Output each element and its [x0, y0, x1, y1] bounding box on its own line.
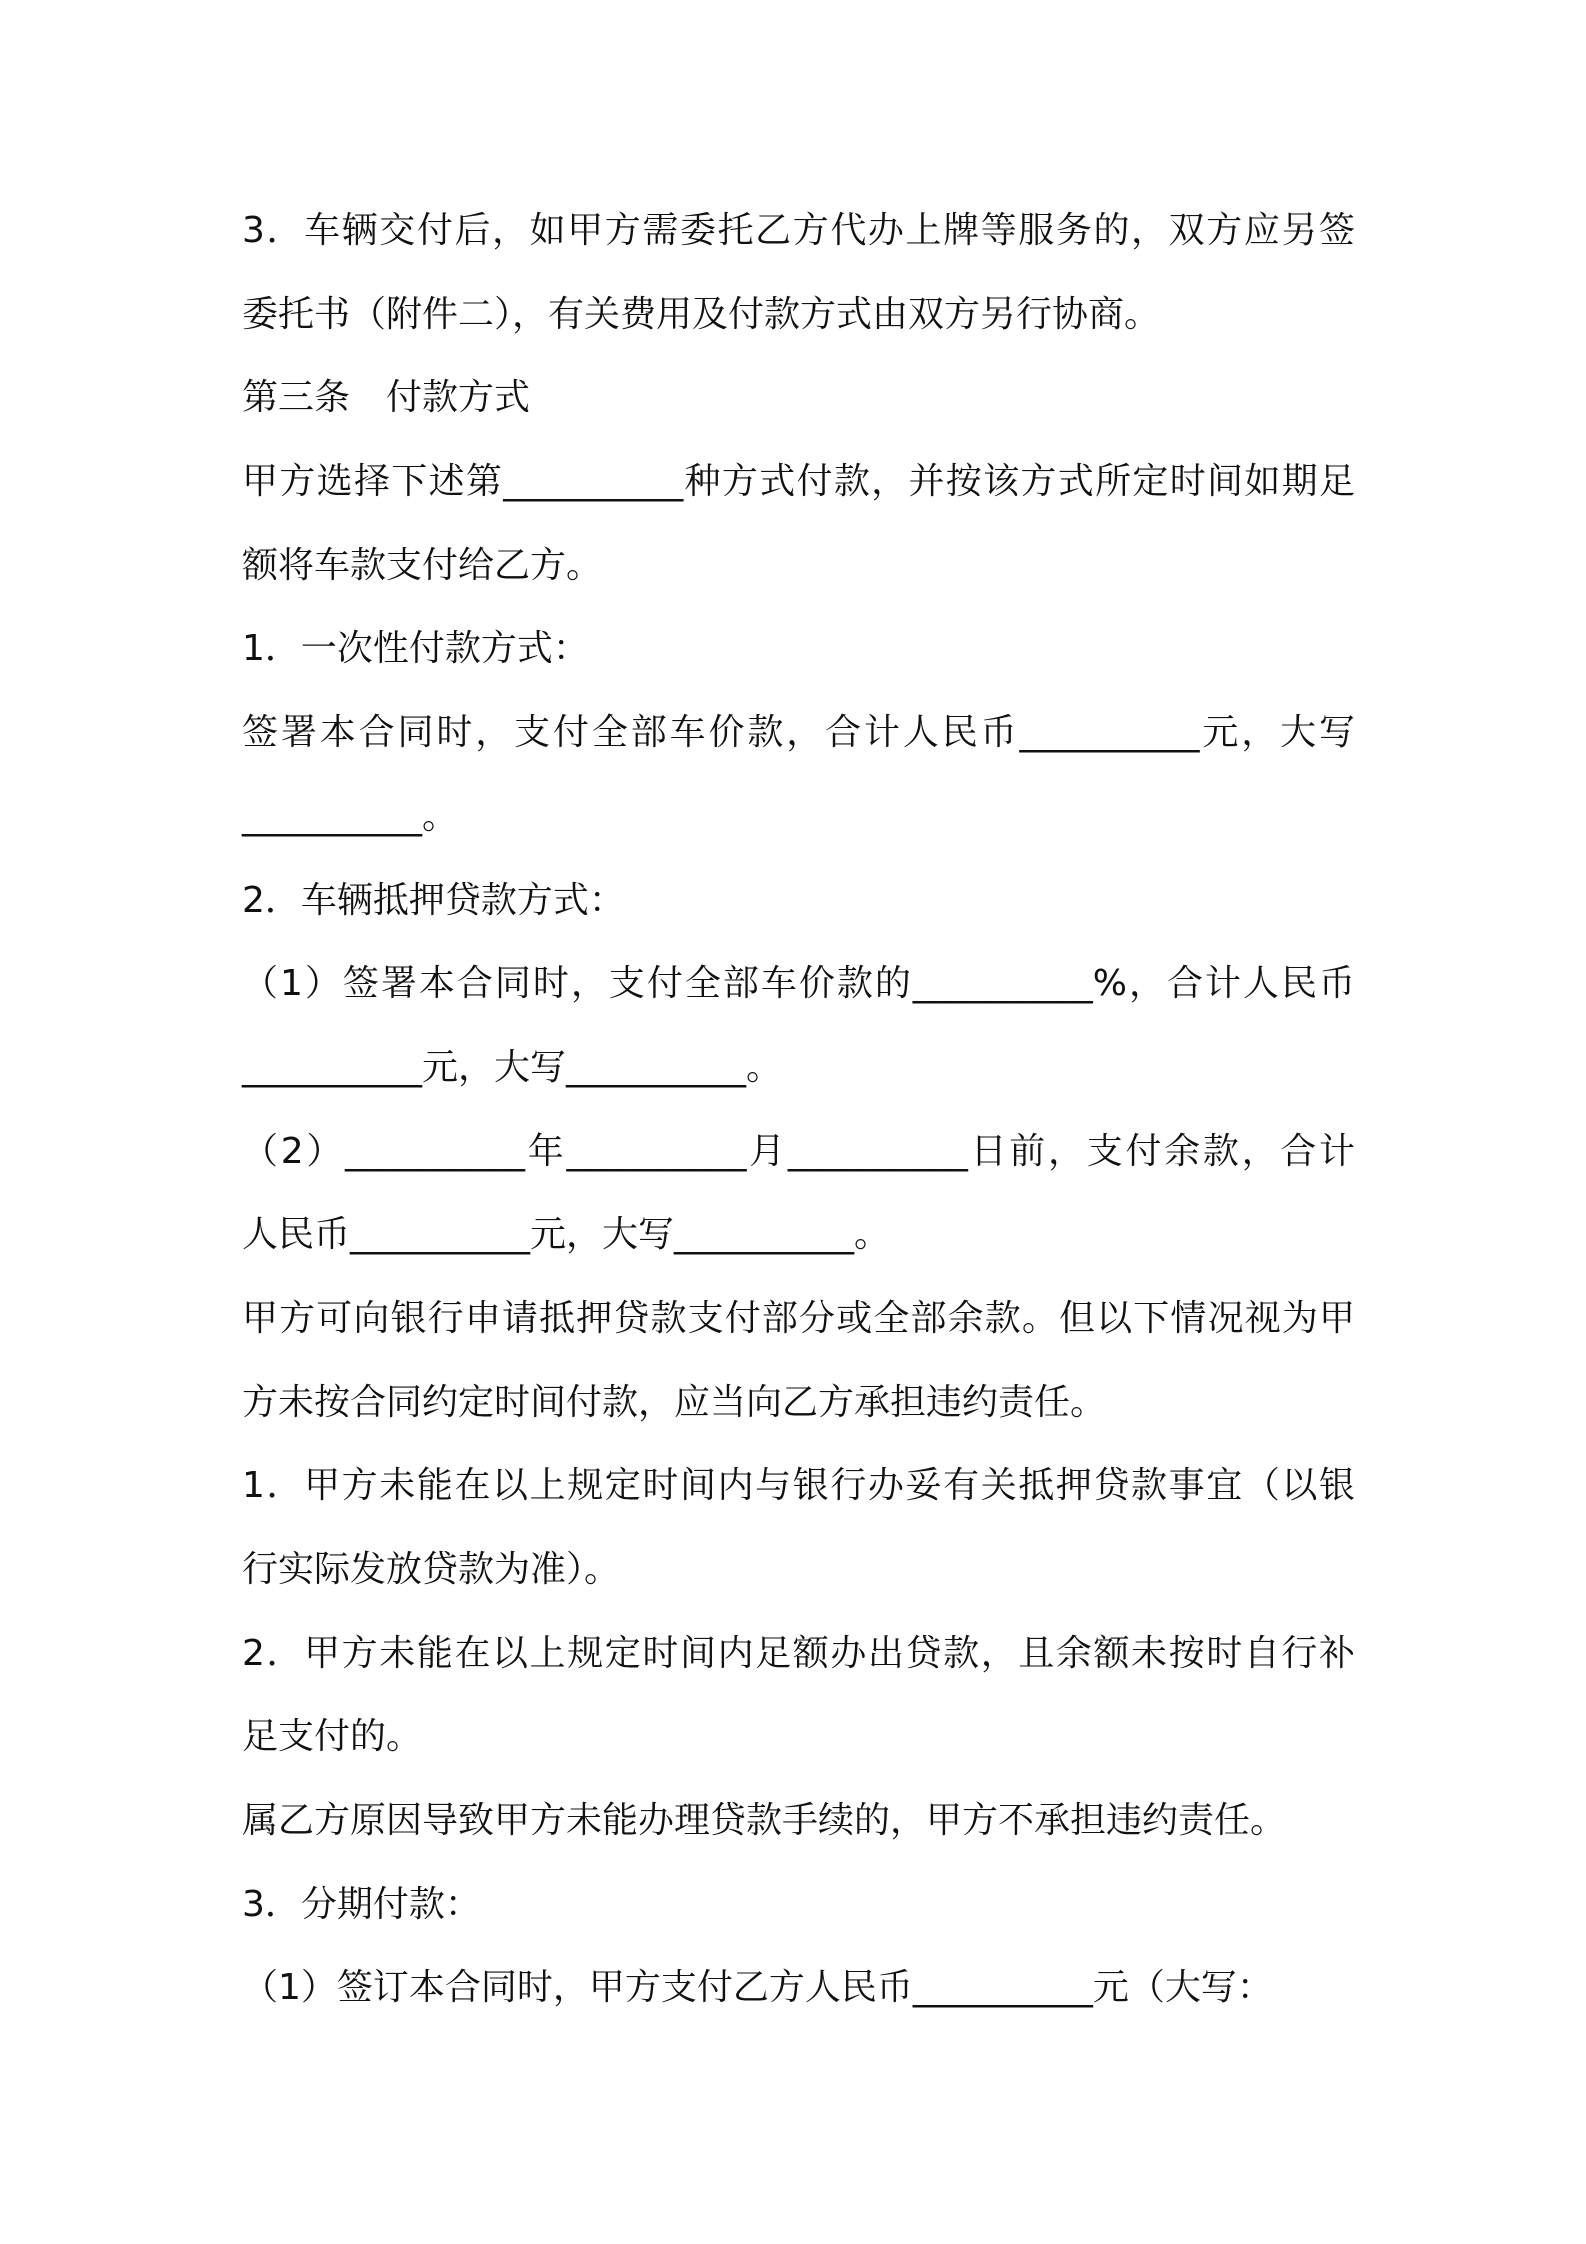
- lump-sum-heading: [242, 607, 1355, 691]
- breach-case-1-paragraph: [242, 1444, 1355, 1611]
- document-line: （1）签订本合同时，甲方支付乙方人民币__________元（大写：: [242, 1967, 1273, 2009]
- document-line: 委托书（附件二），有关费用及付款方式由双方另行协商。: [242, 293, 1161, 335]
- section-heading: 第三条 付款方式: [242, 377, 531, 419]
- document-line: 甲方选择下述第__________种方式付款，并按该方式所定时间如期足: [242, 461, 1355, 503]
- mortgage-loan-heading: [242, 859, 1355, 943]
- lump-sum-paragraph: [242, 691, 1355, 858]
- document-body: [242, 189, 1355, 2030]
- document-line: __________。: [242, 795, 459, 837]
- document-line: 3．车辆交付后，如甲方需委托乙方代办上牌等服务的，双方应另签: [242, 210, 1355, 251]
- article-3-heading: [242, 356, 1355, 440]
- clause-item-3-delivery-paragraph: [242, 189, 1355, 356]
- subsection-heading: 2．车辆抵押贷款方式：: [242, 879, 625, 921]
- document-line: 行实际发放贷款为准）。: [242, 1549, 621, 1590]
- document-line: 1．甲方未能在以上规定时间内与银行办妥有关抵押贷款事宜（以银: [242, 1465, 1355, 1507]
- subsection-heading: 1．一次性付款方式：: [242, 628, 589, 670]
- mortgage-item-1-paragraph: [242, 942, 1355, 1109]
- document-line: 甲方可向银行申请抵押贷款支付部分或全部余款。但以下情况视为甲: [242, 1297, 1355, 1339]
- document-line: 属乙方原因导致甲方未能办理贷款手续的，甲方不承担违约责任。: [242, 1800, 1287, 1842]
- mortgage-item-2-paragraph: [242, 1110, 1355, 1277]
- installment-heading: [242, 1863, 1355, 1947]
- payment-method-choice-paragraph: [242, 440, 1355, 607]
- document-line: 足支付的。: [242, 1716, 423, 1758]
- document-line: （1）签署本合同时，支付全部车价款的__________%，合计人民币: [242, 963, 1355, 1005]
- document-line: __________元，大写__________。: [242, 1046, 783, 1088]
- bank-loan-paragraph: [242, 1277, 1355, 1444]
- installment-item-1-paragraph: [242, 1946, 1355, 2030]
- document-line: 方未按合同约定时间付款，应当向乙方承担违约责任。: [242, 1381, 1107, 1423]
- document-line: 2．甲方未能在以上规定时间内足额办出贷款，且余额未按时自行补: [242, 1632, 1355, 1674]
- subsection-heading: 3．分期付款：: [242, 1883, 481, 1925]
- document-line: 签署本合同时，支付全部车价款，合计人民币__________元，大写: [242, 712, 1355, 754]
- breach-case-2-paragraph: [242, 1612, 1355, 1779]
- document-line: （2）__________年__________月__________日前，支付余款，合计: [242, 1130, 1355, 1172]
- document-line: 人民币__________元，大写__________。: [242, 1214, 891, 1256]
- exemption-paragraph: [242, 1779, 1355, 1863]
- document-line: 额将车款支付给乙方。: [242, 544, 603, 586]
